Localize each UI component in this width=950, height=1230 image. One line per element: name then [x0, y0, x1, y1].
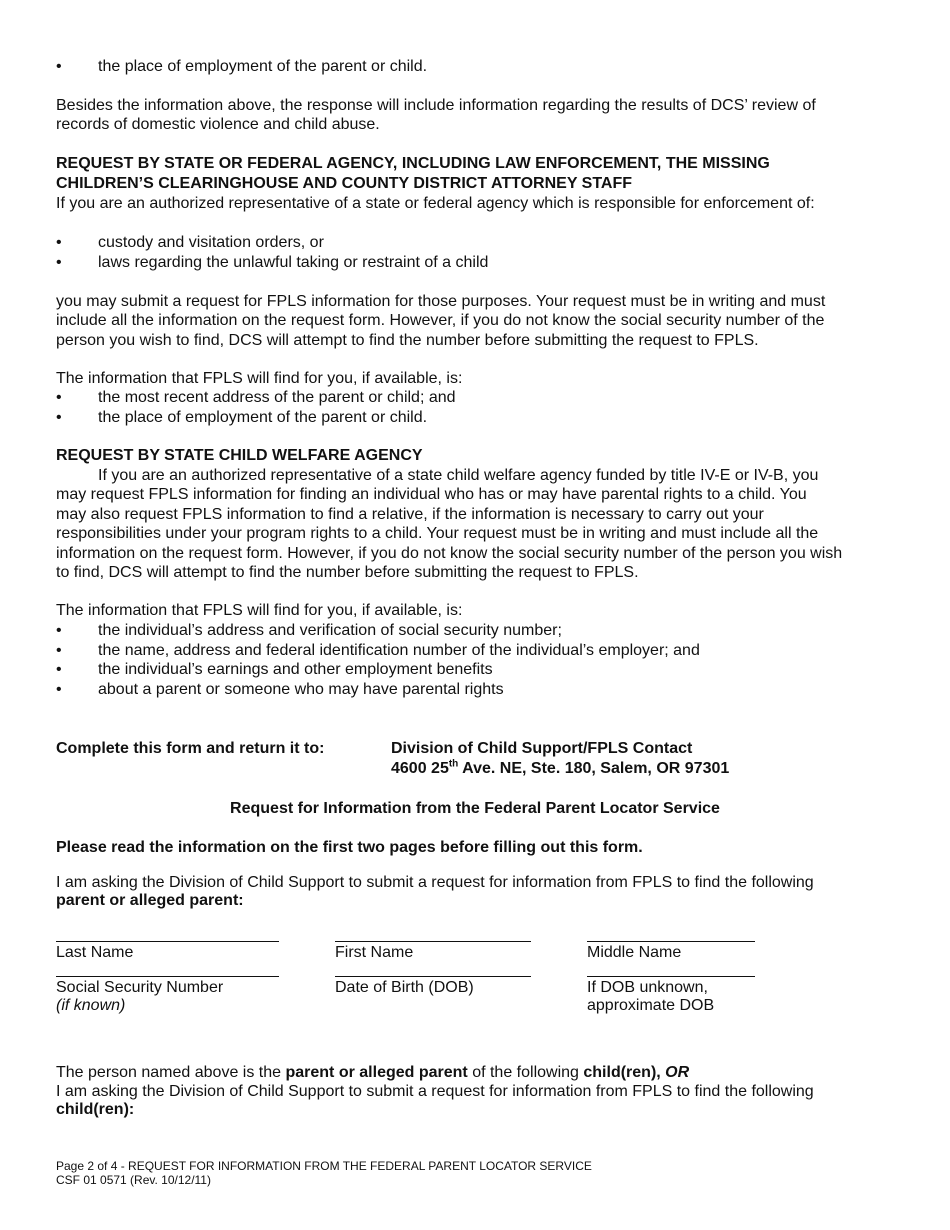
- bullet-icon: •: [56, 642, 62, 659]
- bullet-icon: •: [56, 234, 62, 251]
- paragraph-line: I am asking the Division of Child Support to submit a request for information from FPLS to find the following: [56, 1083, 814, 1100]
- text-run: parent or alleged parent: [285, 1064, 468, 1081]
- text-run: OR: [660, 1064, 690, 1081]
- list-item-text: custody and visitation orders, or: [98, 234, 324, 251]
- paragraph-line: you may submit a request for FPLS information for those purposes. Your request must be in writing and must: [56, 293, 826, 310]
- field-label: Last Name: [56, 944, 134, 961]
- field-label: Middle Name: [587, 944, 682, 961]
- bullet-icon: •: [56, 661, 62, 678]
- return-label: Complete this form and return it to:: [56, 740, 325, 757]
- signature-line: [56, 941, 279, 942]
- paragraph-line: may also request FPLS information to find a relative, if the information is necessary to carry out your: [56, 506, 764, 523]
- bullet-icon: •: [56, 409, 62, 426]
- list-item-text: the place of employment of the parent or child.: [98, 409, 428, 426]
- text-run: child(ren),: [583, 1064, 661, 1081]
- list-item-text: laws regarding the unlawful taking or restraint of a child: [98, 254, 489, 271]
- form-number: CSF 01 0571 (Rev. 10/12/11): [56, 1173, 211, 1187]
- text-run: of the following: [467, 1064, 584, 1081]
- paragraph-line: records of domestic violence and child abuse.: [56, 116, 380, 133]
- page-footer: Page 2 of 4 - REQUEST FOR INFORMATION FROM THE FEDERAL PARENT LOCATOR SERVICE: [56, 1159, 592, 1173]
- bullet-icon: •: [56, 681, 62, 698]
- section-heading: REQUEST BY STATE CHILD WELFARE AGENCY: [56, 447, 423, 464]
- paragraph-line: The information that FPLS will find for you, if available, is:: [56, 370, 463, 387]
- signature-line: [587, 976, 755, 977]
- paragraph-line: include all the information on the request form. However, if you do not know the social security number of the: [56, 312, 825, 329]
- list-item-text: the most recent address of the parent or child; and: [98, 389, 456, 406]
- paragraph-line: The information that FPLS will find for you, if available, is:: [56, 602, 463, 619]
- bullet-icon: •: [56, 58, 62, 75]
- signature-line: [335, 941, 531, 942]
- return-address-line: Division of Child Support/FPLS Contact: [391, 740, 693, 757]
- field-label: First Name: [335, 944, 414, 961]
- paragraph-line: If you are an authorized representative of a state child welfare agency funded by title IV-E or IV-B, you: [98, 467, 819, 484]
- list-item-text: the place of employment of the parent or child.: [98, 58, 428, 75]
- street-number: 4600 25: [391, 760, 449, 777]
- bullet-icon: •: [56, 389, 62, 406]
- field-label: If DOB unknown,: [587, 979, 708, 996]
- section-heading: REQUEST BY STATE OR FEDERAL AGENCY, INCLUDING LAW ENFORCEMENT, THE MISSING: [56, 155, 770, 172]
- paragraph-line: I am asking the Division of Child Support to submit a request for information from FPLS to find the following: [56, 874, 814, 891]
- paragraph-line: person you wish to find, DCS will attempt to find the number before submitting the request to FPLS.: [56, 332, 759, 349]
- instruction: Please read the information on the first two pages before filling out this form.: [56, 839, 643, 856]
- paragraph-line: [56, 1063, 689, 1083]
- list-item-text: the name, address and federal identification number of the individual’s employer; and: [98, 642, 700, 659]
- signature-line: [56, 976, 279, 977]
- paragraph-line: parent or alleged parent:: [56, 892, 244, 909]
- list-item-text: the individual’s address and verification of social security number;: [98, 622, 562, 639]
- field-label: Social Security Number: [56, 979, 224, 996]
- return-address-line: [391, 759, 729, 779]
- field-label: approximate DOB: [587, 997, 715, 1014]
- bullet-icon: •: [56, 254, 62, 271]
- list-item-text: the individual’s earnings and other employment benefits: [98, 661, 493, 678]
- signature-line: [335, 976, 531, 977]
- text-run: The person named above is the: [56, 1064, 286, 1081]
- field-label: Date of Birth (DOB): [335, 979, 474, 996]
- signature-line: [587, 941, 755, 942]
- paragraph-line: responsibilities under your program rights to a child. Your request must be in writing and must include all the: [56, 525, 819, 542]
- paragraph-line: If you are an authorized representative of a state or federal agency which is responsible for enforcement of:: [56, 195, 815, 212]
- list-item-text: about a parent or someone who may have parental rights: [98, 681, 504, 698]
- bullet-icon: •: [56, 622, 62, 639]
- paragraph-line: child(ren):: [56, 1101, 135, 1118]
- section-heading: CHILDREN’S CLEARINGHOUSE AND COUNTY DISTRICT ATTORNEY STAFF: [56, 175, 633, 192]
- paragraph-line: Besides the information above, the response will include information regarding the results of DCS’ review of: [56, 97, 816, 114]
- paragraph-line: to find, DCS will attempt to find the number before submitting the request to FPLS.: [56, 564, 639, 581]
- field-note: (if known): [56, 997, 126, 1014]
- street-rest: Ave. NE, Ste. 180, Salem, OR 97301: [458, 760, 730, 777]
- street-suffix: th: [448, 758, 459, 770]
- paragraph-line: information on the request form. However, if you do not know the social security number of the person you wish: [56, 545, 843, 562]
- paragraph-line: may request FPLS information for finding an individual who has or may have parental rights to a child. You: [56, 486, 807, 503]
- form-title: Request for Information from the Federal Parent Locator Service: [230, 800, 720, 817]
